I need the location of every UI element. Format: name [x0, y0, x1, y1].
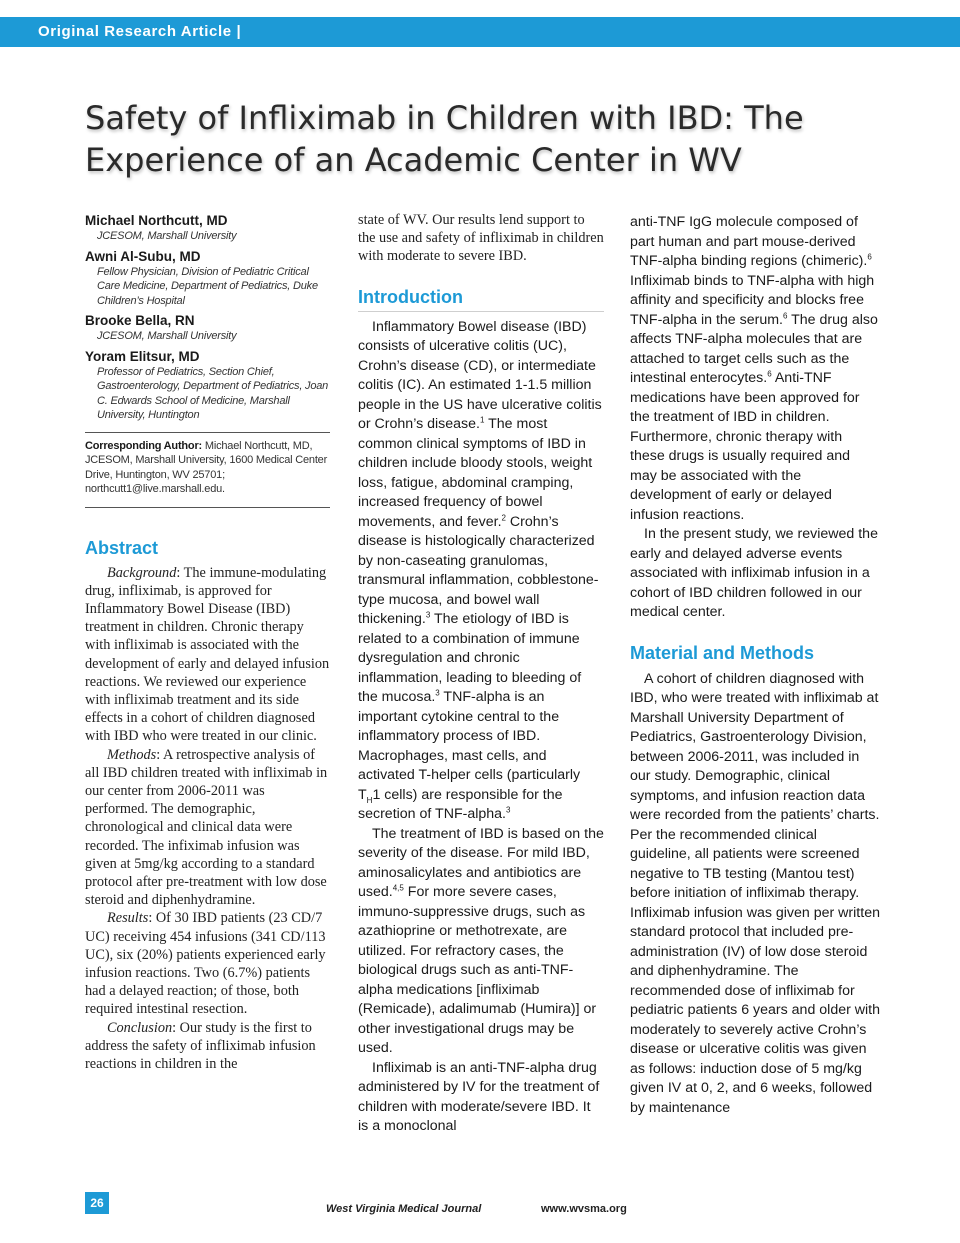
- introduction-heading: Introduction: [358, 285, 604, 312]
- text-run: For more severe cases, immuno-suppressive drugs, such as azathioprine or methotrexate, are utilized. For refractory cases, the biological drugs such as anti-TNF-alpha medications [infliximab (Remicade), adalimumab (Humira)] or other investigational drugs may be used.: [358, 884, 597, 1057]
- column-1: [85, 213, 330, 1073]
- intro-paragraph-4: In the present study, we reviewed the early and delayed adverse events associated with infliximab infusion in a cohort of IBD children followed in our medical center.: [630, 526, 878, 620]
- abstract-heading: Abstract: [85, 537, 159, 558]
- author-name: Michael Northcutt, MD: [85, 213, 228, 228]
- article-title: [85, 97, 905, 181]
- abstract-conclusion-text: : Our study is the first to address the safety of infliximab infusion reactions in children in the: [85, 1019, 316, 1072]
- abstract-background-label: Background: [107, 564, 177, 581]
- author-affiliation: Fellow Physician, Division of Pediatric Critical Care Medicine, Department of Pediatrics, Duke Children’s Hospital: [97, 265, 318, 307]
- citation-ref: 3: [435, 688, 440, 698]
- author-name: Yoram Elitsur, MD: [85, 348, 200, 364]
- intro-paragraph-3-start: [358, 1059, 604, 1137]
- citation-ref: 4,5: [392, 883, 404, 893]
- abstract-methods-label: Methods: [107, 746, 157, 763]
- author-name: Brooke Bella, RN: [85, 313, 195, 328]
- citation-ref: 6: [867, 252, 872, 262]
- text-run: The drug also affects TNF-alpha molecules that are attached to target cells such as the intestinal enterocytes.: [630, 311, 878, 386]
- text-run: The etiology of IBD is related to a combination of immune dysregulation and chronic inflammation, leading to bleeding of the mucosa.: [358, 611, 582, 706]
- subscript: H: [366, 795, 373, 805]
- title-line-1: Safety of Infliximab in Children with IBD: The: [85, 99, 804, 137]
- introduction-body: [358, 318, 604, 1137]
- abstract-background-text: : The immune-modulating drug, infliximab, is approved for Inflammatory Bowel Disease (IBD) treatment in children. Chronic therapy with infliximab is associated with the development of early and delayed infusion reactions. We reviewed our experience with infliximab treatment and its side effects in a cohort of children diagnosed with IBD who were treated in our clinic.: [85, 564, 330, 745]
- abstract-background: [85, 564, 330, 746]
- journal-name: West Virginia Medical Journal: [326, 1203, 482, 1215]
- text-run: The most common clinical symptoms of IBD in children include bloody stools, weight loss, fatigue, abdominal cramping, increased frequency of bowel movements, and fever.: [358, 416, 593, 530]
- citation-ref: 3: [506, 805, 511, 815]
- abstract-results: [85, 909, 330, 1018]
- citation-ref: 2: [501, 512, 506, 522]
- author-block: [85, 313, 330, 344]
- text-run: Infliximab binds to TNF-alpha with high affinity and specificity and blocks free TNF-alpha in the serum.: [630, 272, 875, 328]
- citation-ref: 1: [479, 415, 485, 425]
- article-type-label: Original Research Article |: [38, 23, 242, 40]
- text-run: Infliximab is an anti-TNF-alpha drug administered by IV for the treatment of children with moderate/severe IBD. It is a monoclonal: [358, 1059, 600, 1135]
- abstract-results-text: : Of 30 IBD patients (23 CD/7 UC) receiving 454 infusions (341 CD/113 UC), six (20%) patients experienced early infusion reactions. Two (6.7%) patients had a delayed reaction; of those, both required intestinal resection.: [85, 910, 326, 1018]
- text-run: The treatment of IBD is based on the severity of the disease. For mild IBD, aminosalicylates and antibiotics are used.: [358, 825, 604, 901]
- journal-website: www.wvsma.org: [541, 1203, 627, 1215]
- text-run: 1 cells) are responsible for the secretion of TNF-alpha.: [358, 786, 563, 823]
- abstract-conclusion: [85, 1019, 330, 1074]
- intro-paragraph-1: [358, 318, 604, 825]
- citation-ref: 6: [767, 369, 772, 379]
- methods-paragraph-1: A cohort of children diagnosed with IBD, who were treated with infliximab at Marshall University Department of Pediatrics, Gastroenterology Division, between 2006-2011, was included in our study. Demographic, clinical symptoms, and infusion reaction data were recorded from the patients’ charts. Per the recommended clinical guideline, all patients were screened negative to TB testing (Mantou test) before initiation of infliximab therapy. Infliximab infusion was given per written standard protocol that included pre-administration (IV) of low dose steroid and diphenhydramine. The recommended dose of infliximab for pediatric patients 6 years and older with moderately to severely active Crohn’s disease or ulcerative colitis was given as follows: induction dose of 5 mg/kg given IV at 0, 2, and 6 weeks, followed by maintenance: [630, 670, 880, 1116]
- corresponding-author-box: [85, 432, 330, 508]
- corresponding-author-text: Michael Northcutt, MD, JCESOM, Marshall University, 1600 Medical Center Drive, Huntington, WV 25701; northcutt1@live.marshall.edu.: [85, 439, 328, 495]
- abstract-results-label: Results: [107, 910, 149, 927]
- article-type-banner: [0, 17, 960, 47]
- author-affiliation: Professor of Pediatrics, Section Chief, Gastroenterology, Department of Pediatrics, Joan C. Edwards School of Medicine, Marshall University, Huntington: [97, 365, 329, 421]
- author-block: [85, 249, 330, 309]
- corresponding-author-label: Corresponding Author:: [85, 439, 202, 452]
- citation-ref: 6: [782, 310, 788, 320]
- abstract-conclusion-label: Conclusion: [107, 1019, 173, 1036]
- text-run: Crohn’s disease is histologically characterized by non-caseating granulomas, transmural inflammation, cobblestone-type mucosa, and bowel wall thickening.: [358, 513, 599, 628]
- text-run: TNF-alpha is an important cytokine central to the inflammatory process of IBD. Macrophages, mast cells, and activated T-helper cells (particularly T: [358, 689, 581, 803]
- abstract-methods: [85, 746, 330, 910]
- introduction-body-continued: [630, 213, 880, 623]
- author-name: Awni Al-Subu, MD: [85, 248, 201, 264]
- abstract-methods-text: : A retrospective analysis of all IBD children treated with infliximab in our center from 2006-2011 was performed. The demographic, chronological and clinical data were recorded. The infiximab infusion was given at 5mg/kg according to a standard protocol after pre-treatment with low dose steroid and diphenhydramine.: [85, 746, 328, 909]
- text-run: Inflammatory Bowel disease (IBD) consists of ulcerative colitis (UC), Crohn’s disease (CD), or intermediate colitis (IC). An estimated 1-1.5 million people in the US have ulcerative colitis or Crohn’s disease.: [358, 318, 602, 433]
- title-line-2: Experience of an Academic Center in WV: [85, 141, 742, 179]
- column-2: [358, 213, 604, 1137]
- page-number: 26: [85, 1192, 109, 1214]
- methods-body: [630, 670, 880, 1119]
- methods-heading: Material and Methods: [630, 642, 815, 663]
- intro-paragraph-3-cont: [630, 213, 880, 525]
- text-run: anti-TNF IgG molecule composed of part human and part mouse-derived TNF-alpha binding regions (chimeric).: [630, 214, 868, 269]
- intro-paragraph-2: [358, 825, 604, 1059]
- author-block: [85, 213, 330, 244]
- abstract-body: [85, 564, 330, 1074]
- author-affiliation: JCESOM, Marshall University: [97, 330, 237, 342]
- author-block: [85, 349, 330, 423]
- citation-ref: 3: [425, 610, 431, 620]
- abstract-continuation: state of WV. Our results lend support to the use and safety of infliximab in children with moderate to severe IBD.: [358, 212, 604, 265]
- author-affiliation: JCESOM, Marshall University: [97, 230, 237, 242]
- column-3: [630, 213, 880, 1118]
- text-run: Anti-TNF medications have been approved for the treatment of IBD in children. Furthermore, chronic therapy with these drugs is usually required and may be associated with the development of early or delayed infusion reactions.: [630, 370, 860, 523]
